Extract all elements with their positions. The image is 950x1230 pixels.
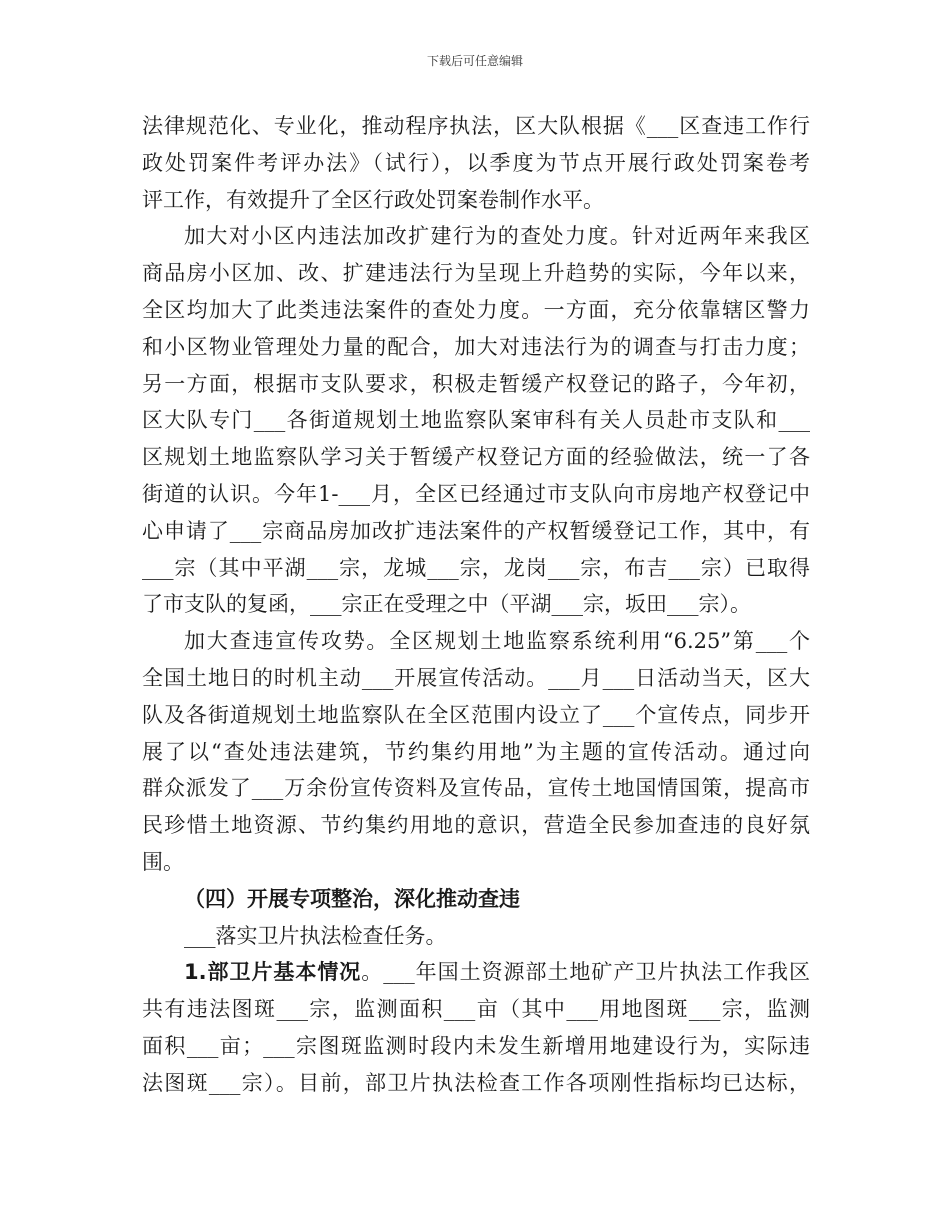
text-line: 加大对小区内违法加改扩建行为的查处力度。针对近两年来我区 [184,224,810,249]
text-line: 另一方面，根据市支队要求，积极走暂缓产权登记的路子，今年初， [142,371,810,396]
text-line: 心申请了___宗商品房加改扩违法案件的产权暂缓登记工作，其中，有 [142,518,810,543]
text-line: 区规划土地监察队学习关于暂缓产权登记方面的经验做法，统一了各 [142,445,810,470]
text-line: 全国土地日的时机主动___开展宣传活动。___月___日活动当天，区大 [142,665,810,690]
text-line: 展了以“查处违法建筑，节约集约用地”为主题的宣传活动。通过向 [142,739,810,764]
text-line: ___落实卫片执法检查任务。 [184,923,447,948]
text-line: 商品房小区加、改、扩建违法行为呈现上升趋势的实际，今年以来， [142,261,810,286]
text-line: 围。 [142,849,184,874]
text-line: ___宗（其中平湖___宗，龙城___宗，龙岗___宗，布吉___宗）已取得 [142,555,810,580]
page-header: 下载后可任意编辑 [426,54,523,68]
text-line: 群众派发了___万余份宣传资料及宣传品，宣传土地国情国策，提高市 [142,776,810,801]
text-line: 评工作，有效提升了全区行政处罚案卷制作水平。 [142,187,604,212]
text-line: 区大队专门___各街道规划土地监察队案审科有关人员赴市支队和___ [142,408,810,433]
text-line: 法律规范化、专业化，推动程序执法，区大队根据《___区查违工作行 [142,114,810,138]
text-line: 和小区物业管理处力量的配合，加大对违法行为的调查与打击力度； [142,334,810,359]
text-line: 队及各街道规划土地监察队在全区范围内设立了___个宣传点，同步开 [142,702,810,727]
text-line [142,954,810,991]
line-rest: 。___年国土资源部土地矿产卫片执法工作我区 [361,960,810,985]
text-line: 街道的认识。今年1-___月，全区已经通过市支队向市房地产权登记中 [142,481,810,506]
text-line: 民珍惜土地资源、节约集约用地的意识，营造全民参加查违的良好氛 [142,813,810,838]
text-line: （四）开展专项整治，深化推动查违 [184,886,520,911]
text-line: 政处罚案件考评办法》（试行），以季度为节点开展行政处罚案卷考 [142,150,810,175]
text-line: 面积___亩；___宗图斑监测时段内未发生新增用地建设行为，实际违 [142,1033,810,1058]
document-body [142,108,810,1102]
text-line: 加大查违宣传攻势。全区规划土地监察系统利用“6.25”第___个 [184,629,810,654]
text-line: 全区均加大了此类违法案件的查处力度。一方面，充分依靠辖区警力 [142,297,810,322]
lead-heading: 1.部卫片基本情况 [184,960,362,985]
text-line: 了市支队的复函，___宗正在受理之中（平湖___宗，坂田___宗）。 [142,592,751,617]
text-line: 共有违法图斑___宗，监测面积___亩（其中___用地图斑___宗，监测 [142,997,810,1022]
text-line: 法图斑___宗）。目前，部卫片执法检查工作各项刚性指标均已达标， [142,1070,810,1095]
